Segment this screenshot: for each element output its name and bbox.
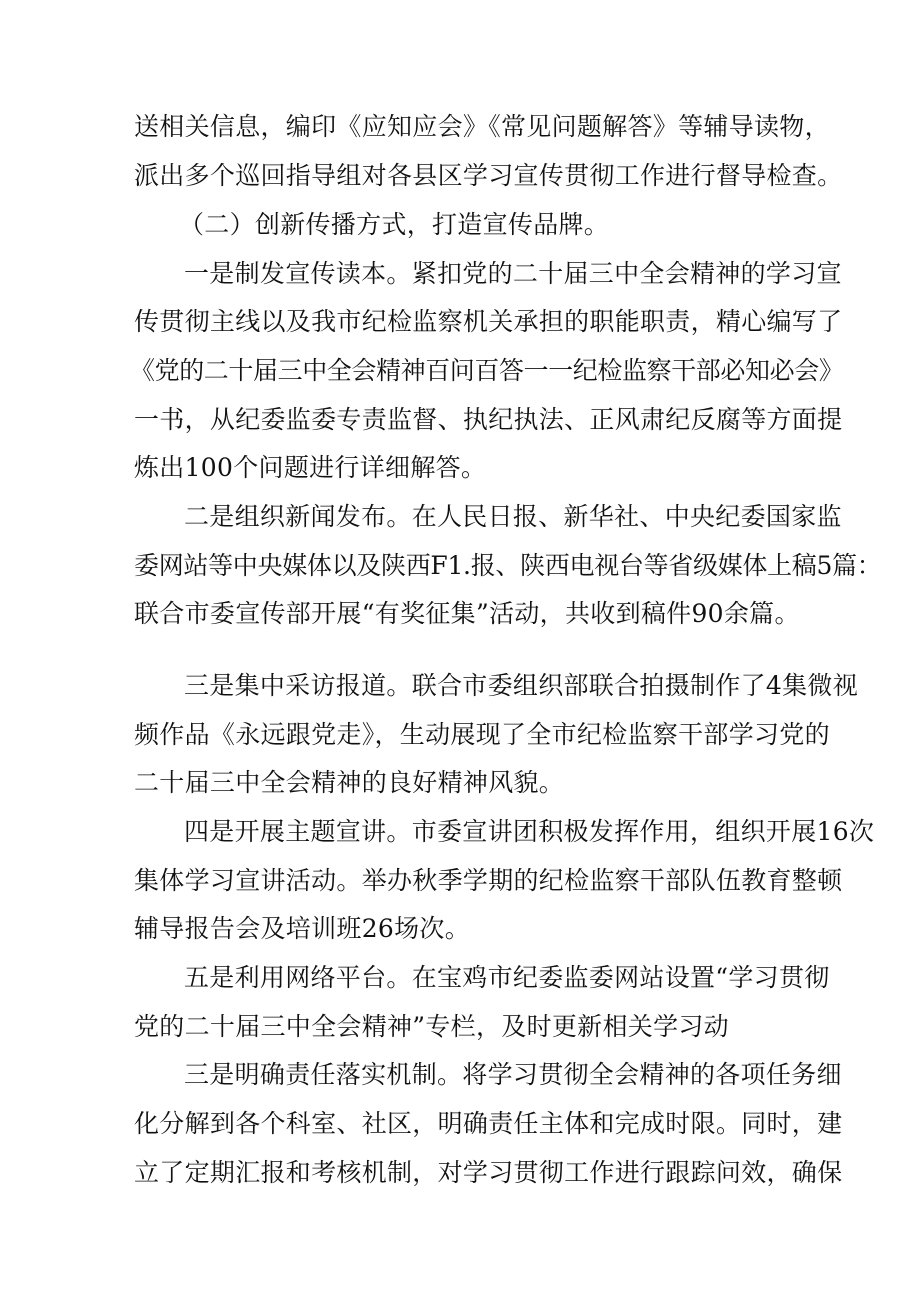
text-line: 二是组织新闻发布。在人民日报、新华社、中央纪委国家监 (184, 502, 842, 531)
text-line: 三是明确责任落实机制。将学习贯彻全会精神的各项任务细 (184, 1060, 842, 1089)
text-line: 二十届三中全会精神的良好精神风貌。 (134, 768, 565, 797)
text-line: 立了定期汇报和考核机制，对学习贯彻工作进行跟踪问效，确保 (134, 1158, 843, 1187)
text-line: 频作品《永远跟党走》，生动展现了全市纪检监察干部学习党的 (134, 720, 830, 749)
text-line: 送相关信息，编印《应知应会》《常见问题解答》等辅导读物， (134, 112, 830, 141)
text-line: 传贯彻主线以及我市纪检监察机关承担的职能职责，精心编写了 (134, 307, 843, 336)
text-line: 《党的二十届三中全会精神百问百答一一纪检监察干部必知必会》 (130, 356, 844, 385)
text-line: 集体学习宣讲活动。举办秋季学期的纪检监察干部队伍教育整顿 (134, 866, 843, 895)
text-line: 一是制发宣传读本。紧扣党的二十届三中全会精神的学习宣 (184, 259, 842, 288)
text-line: 炼出100个问题进行详细解答。 (134, 453, 487, 482)
text-line: 委网站等中央媒体以及陕西F1.报、陕西电视台等省级媒体上稿5篇： (134, 551, 882, 580)
text-line: 党的二十届三中全会精神”专栏，及时更新相关学习动 (134, 1012, 729, 1041)
text-line: 派出多个巡回指导组对各县区学习宣传贯彻工作进行督导检查。 (134, 161, 843, 190)
text-line: 三是集中采访报道。联合市委组织部联合拍摄制作了4集微视 (184, 671, 859, 700)
text-line: 一书，从纪委监委专责监督、执纪执法、正风肃纪反腐等方面提 (134, 405, 843, 434)
text-line: 五是利用网络平台。在宝鸡市纪委监委网站设置“学习贯彻 (184, 963, 830, 992)
text-line: 辅导报告会及培训班26场次。 (134, 914, 471, 943)
section-heading: （二）创新传播方式，打造宣传品牌。 (179, 210, 610, 239)
text-line: 四是开展主题宣讲。市委宣讲团积极发挥作用，组织开展16次 (184, 817, 875, 846)
text-line: 化分解到各个科室、社区，明确责任主体和完成时限。同时，建 (134, 1109, 843, 1138)
text-line: 联合市委宣传部开展“有奖征集”活动，共收到稿件90余篇。 (134, 599, 800, 628)
